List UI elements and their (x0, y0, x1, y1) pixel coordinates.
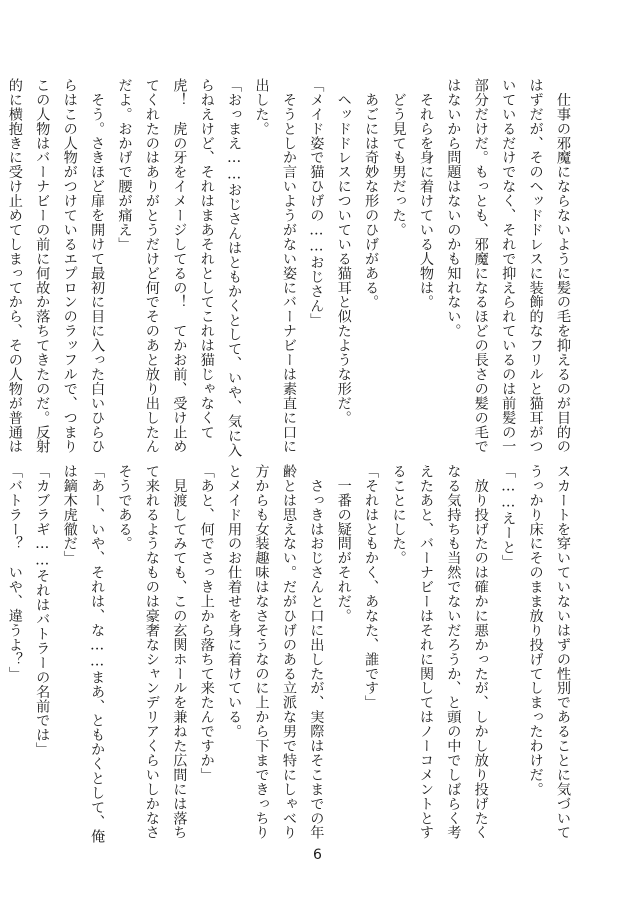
text-line: えたあと、バーナビーはそれに関してはノーコメントとす (417, 464, 434, 840)
text-line: 一番の疑問がそれだ。 (335, 464, 352, 623)
upper-text-block (6, 78, 576, 458)
text-line: だよ。おかげで腰が痛え」 (116, 78, 133, 252)
text-line: はないから問題はないのかも知れない。 (445, 78, 462, 339)
text-line: この人物はバーナビーの前に何故か落ちてきたのだ。反射 (34, 78, 51, 454)
text-line: 放り投げたのは確かに悪かったが、しかし放り投げたく (472, 464, 489, 840)
text-line: そうとしか言いようがない姿にバーナビーは素直に口に (280, 78, 297, 454)
text-line: 「……えーと」 (500, 464, 517, 569)
text-line: さっきはおじさんと口に出したが、実際はそこまでの年 (308, 464, 325, 840)
text-line: うっかり床にそのまま放り投げてしまったわけだ。 (527, 464, 544, 797)
text-line: は鏑木虎徹だ」 (61, 464, 78, 566)
text-line: 「バトラー？ いや、違うよ？」 (6, 464, 23, 681)
text-line: 的に横抱きに受け止めてしまってから、その人物が普通は (6, 78, 23, 454)
text-line: 「それはともかく、あなた、誰です」 (363, 464, 380, 710)
text-line: ることにした。 (390, 464, 407, 566)
text-line: てくれたのはありがとうだけど何でそのあと放り出したん (143, 78, 160, 454)
text-line: 見渡してみても、この玄関ホールを兼ねた広間には落ち (171, 464, 188, 840)
text-line: 部分だけだ。もっとも、邪魔になるほどの長さの髪の毛で (472, 78, 489, 454)
text-line: 「あー、いや、それは、な……まあ、ともかくとして、俺 (89, 464, 106, 844)
text-line: 虎！ 虎の牙をイメージしてるの！ てかお前、受け止め (171, 78, 188, 454)
text-line: あごには奇妙な形のひげがある。 (363, 78, 380, 310)
text-line: て来れるようなものは豪奢なシャンデリアくらいしかなさ (143, 464, 160, 840)
text-line: 「メイド姿で猫ひげの……おじさん」 (308, 78, 325, 328)
text-line: 「おっまえ……おじさんはともかくとして、いや、気に入 (226, 78, 243, 458)
lower-text-block (6, 464, 576, 844)
text-line: 仕事の邪魔にならないように髪の毛を抑えるのが目的の (555, 78, 571, 454)
text-line: はずだが、そのヘッドドレスに装飾的なフリルと猫耳がつ (527, 78, 544, 454)
page-number: 6 (313, 847, 322, 863)
text-line: なる気持ちも当然でないだろうか、と頭の中でしばらく考 (445, 464, 462, 840)
text-line: 出した。 (253, 78, 270, 136)
text-line: 方からも女装趣味はなさそうなのに上から下まできっちり (253, 464, 270, 840)
text-line: らはこの人物がつけているエプロンのラッフルで、つまり (61, 78, 78, 454)
text-line: そう。さきほど扉を開けて最初に目に入った白いひらひ (89, 78, 106, 454)
text-line: 「あと、何でさっき上から落ちて来たんですか」 (198, 464, 215, 782)
text-line: そうである。 (116, 464, 133, 551)
text-line: スカートを穿いていないはずの性別であることに気づいて (555, 464, 571, 840)
text-line: 齢とは思えない。だがひげのある立派な男で特にしゃべり (280, 464, 297, 840)
text-line: 「カブラギ……それはバトラーの名前では」 (34, 464, 51, 757)
text-line: いているだけでなく、それで抑えられているのは前髪の一 (500, 78, 517, 454)
text-line: どう見ても男だった。 (390, 78, 407, 237)
text-line: それらを身に着けている人物は。 (417, 78, 434, 310)
text-line: とメイド用のお仕着せを身に着けている。 (226, 464, 243, 739)
text-line: らねえけど、それはまあそれとしてこれは猫じゃなくて (198, 78, 215, 440)
text-line: ヘッドドレスについている猫耳と似たような形だ。 (335, 78, 352, 425)
